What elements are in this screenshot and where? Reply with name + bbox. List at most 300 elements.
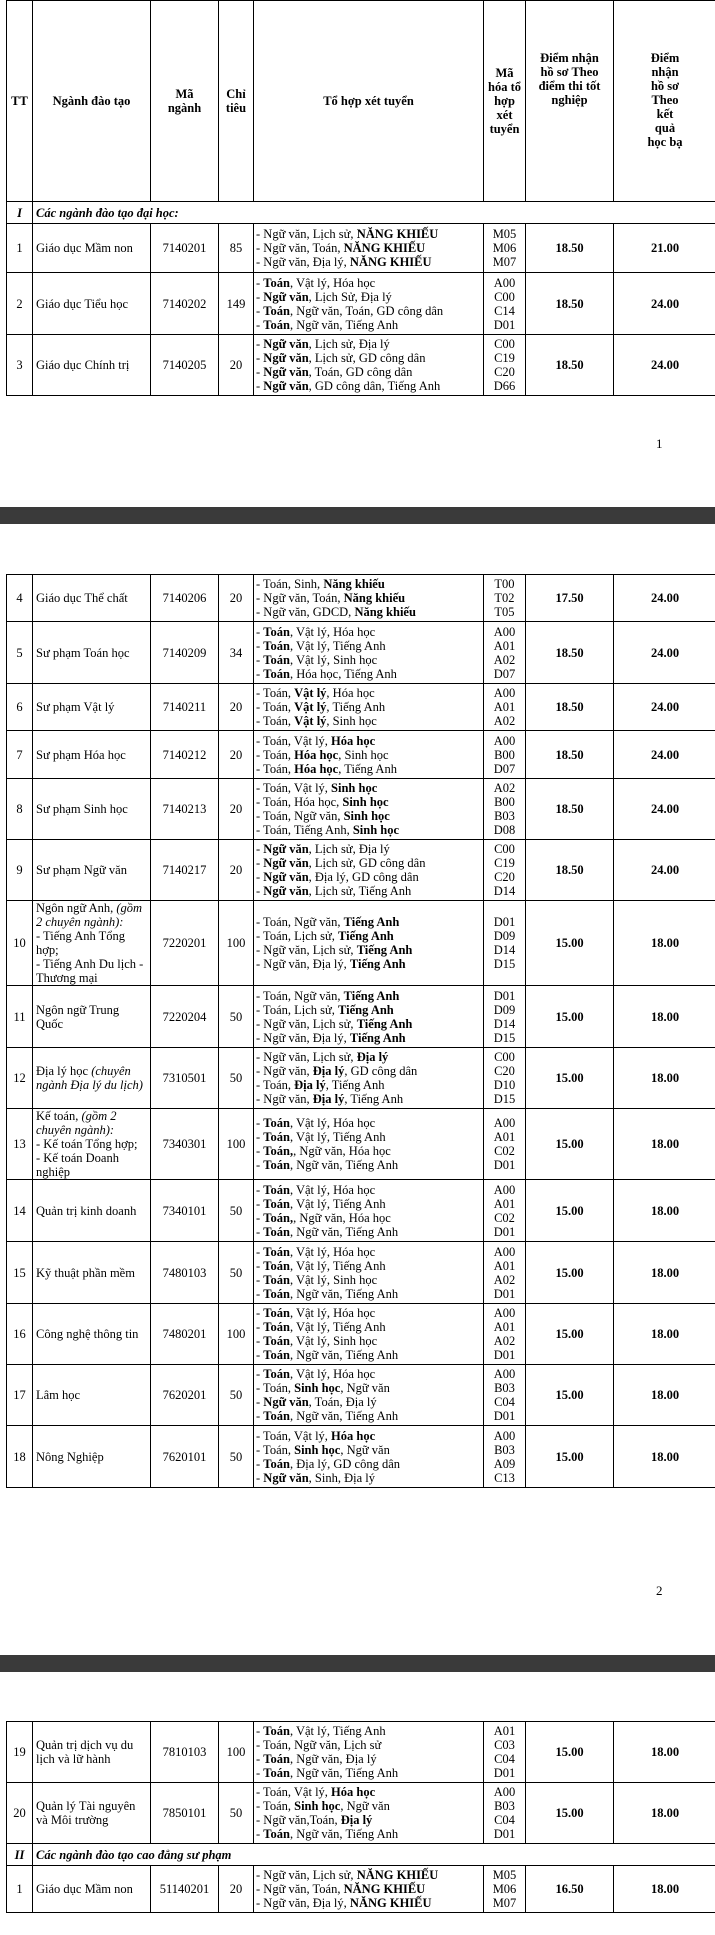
combination-suffix: , Vật lý, Tiếng Anh [289,1130,386,1144]
row-number: 4 [7,575,33,622]
subject-combination [256,1064,481,1078]
subject-combination [256,1896,481,1910]
subject-combination [256,1457,481,1471]
program-name-text: Quản trị dịch vụ du lịch và lữ hành [36,1738,134,1766]
header-to-hop: Tổ hợp xét tuyển [254,1,484,202]
score-transcript: 24.00 [614,575,715,622]
combination-code: C04 [494,1813,515,1827]
subject-combination [256,1017,481,1031]
quota: 20 [219,840,254,901]
combination-main-subject: Toán [263,1130,290,1144]
combination-main-subject: Địa lý [312,1064,345,1078]
combination-main-subject: Tiếng Anh [349,1030,406,1045]
combination-main-subject: Địa lý [356,1050,389,1064]
combination-main-subject: Toán, [263,1210,294,1225]
combination-code: B03 [494,1442,515,1457]
program-name [33,1304,151,1365]
combination-suffix: , Địa lý, GD công dân [289,1456,400,1471]
score-transcript: 24.00 [614,840,715,901]
combination-suffix: , Ngữ văn [340,1799,390,1813]
combination-codes [484,224,526,273]
subject-combinations [254,273,484,335]
combination-prefix: - [256,1286,264,1301]
combination-suffix: , Tiếng Anh [325,1078,385,1092]
subject-combination [256,365,481,379]
subject-combination [256,1752,481,1766]
program-name-text: Kế toán, [36,1109,79,1123]
combination-main-subject: Địa lý [340,1813,373,1827]
score-transcript: 24.00 [614,335,715,396]
subject-combinations [254,1180,484,1242]
combination-main-subject: Hóa học [331,1785,376,1799]
combination-code: D01 [493,915,516,929]
program-name-text: Công nghệ thông tin [36,1327,139,1341]
program-name [33,1866,151,1913]
combination-suffix: , Sinh học [326,714,377,728]
combination-code: C04 [494,1752,515,1766]
combination-suffix: , Ngữ văn, Hóa học [293,1144,391,1158]
score-exam: 15.00 [526,1365,614,1426]
combination-main-subject: Toán [263,1456,290,1471]
score-exam: 17.50 [526,575,614,622]
quota: 50 [219,1783,254,1844]
program-code: 7480103 [151,1242,219,1304]
combination-code: T02 [494,591,515,605]
program-code: 7340101 [151,1180,219,1242]
combination-suffix: , Vật lý, Hóa học [289,1244,376,1259]
section-label: Các ngành đào tạo cao đẳng sư phạm [33,1844,715,1866]
score-exam: 16.50 [526,1866,614,1913]
row-number: 1 [7,224,33,273]
row-number: 17 [7,1365,33,1426]
combination-prefix: - Ngữ văn, Toán, [256,1882,344,1896]
header-tt: TT [7,1,33,202]
header-nganh: Ngành đào tạo [33,1,151,202]
combination-main-subject: Sinh học [294,1381,341,1395]
combination-prefix: - [256,1306,264,1320]
score-transcript: 18.00 [614,1426,715,1488]
combination-main-subject: Năng khiếu [354,605,416,619]
combination-prefix: - [256,842,264,856]
combination-prefix: - Toán, [256,761,295,776]
score-transcript: 18.00 [614,901,715,986]
combination-main-subject: Toán [263,1224,290,1239]
subject-combination [256,842,481,856]
quota: 20 [219,335,254,396]
combination-prefix: - Ngữ văn, [256,1092,313,1106]
table-row [7,731,715,779]
combination-code: D15 [493,957,516,971]
combination-main-subject: Vật lý [294,700,327,714]
combination-code: D09 [493,929,516,943]
combination-code: C00 [494,842,515,856]
combination-code: C02 [494,1210,515,1225]
combination-suffix: , Vật lý, Tiếng Anh [289,1724,386,1738]
combination-prefix: - Toán, Ngữ văn, [256,809,344,823]
program-name-text: Sư phạm Sinh học [36,802,128,816]
quota: 50 [219,1048,254,1109]
combination-prefix: - Ngữ văn, Toán, [256,591,344,605]
combination-prefix: - Toán, Ngữ văn, [256,988,344,1003]
combination-codes [484,1722,526,1783]
subject-combination [256,1259,481,1273]
table-row [7,840,715,901]
combination-prefix: - [256,337,264,351]
page-number: 2 [656,1583,663,1598]
section-label: Các ngành đào tạo đại học: [33,202,715,224]
combination-prefix: - Toán, [256,700,295,714]
combination-main-subject: Ngữ văn [263,856,309,870]
combination-codes [484,1866,526,1913]
row-number: 6 [7,684,33,731]
subject-combination [256,1183,481,1197]
program-name [33,840,151,901]
combination-suffix: , Vật lý, Hóa học [289,624,376,639]
subject-combinations [254,575,484,622]
subject-combination [256,1287,481,1301]
combination-main-subject: Tiếng Anh [338,929,394,943]
combination-code: T00 [494,577,515,591]
combination-suffix: , Lịch sử, GD công dân [308,351,426,365]
combination-code: C14 [494,303,515,318]
header-chi-tieu: Chỉ tiêu [219,1,254,202]
combination-main-subject: Toán [263,1827,290,1841]
combination-code: A01 [493,1196,516,1211]
subject-combination [256,1381,481,1395]
subject-combination [256,1245,481,1259]
combination-prefix: - [256,666,264,681]
table-row [7,1048,715,1109]
score-transcript: 18.00 [614,1722,715,1783]
table-row [7,684,715,731]
combination-main-subject: Toán [263,638,290,653]
row-number: 19 [7,1722,33,1783]
table-row [7,1722,715,1783]
combination-code: A00 [493,686,516,700]
table-row [7,1365,715,1426]
program-code: 7140201 [151,224,219,273]
combination-suffix: , Địa lý, GD công dân [308,870,419,884]
combination-code: B03 [494,1381,515,1395]
combination-main-subject: Toán [263,1272,290,1287]
row-number: 10 [7,901,33,986]
program-code: 7140202 [151,273,219,335]
combination-suffix: , Vật lý, Sinh học [289,1334,378,1348]
quota: 20 [219,1866,254,1913]
combination-main-subject: Sinh học [342,795,389,809]
score-exam: 18.50 [526,840,614,901]
combination-code: D66 [493,379,516,393]
combination-prefix: - Toán, Vật lý, [256,733,332,748]
combination-suffix: , Lịch sử, Địa lý [308,337,390,351]
combination-prefix: - [256,884,264,898]
combination-suffix: , GD công dân, Tiếng Anh [308,379,441,393]
score-exam: 18.50 [526,224,614,273]
subject-combinations [254,1866,484,1913]
combination-suffix: , Vật lý, Hóa học [289,1182,376,1197]
program-code: 7850101 [151,1783,219,1844]
subject-combination [256,1443,481,1457]
score-exam: 15.00 [526,1048,614,1109]
combination-prefix: - Ngữ văn, Lịch sử, [256,1868,357,1882]
combination-codes [484,575,526,622]
combination-main-subject: NĂNG KHIẾU [349,255,432,269]
combination-suffix: , Hóa học, Tiếng Anh [289,666,397,681]
combination-suffix: , Vật lý, Sinh học [289,652,378,667]
program-name-text: Giáo dục Thể chất [36,591,128,605]
combination-code: M06 [492,1882,517,1896]
subject-combination [256,1320,481,1334]
combination-code: M06 [492,241,517,255]
combination-codes [484,840,526,901]
combination-suffix: , Vật lý, Sinh học [289,1272,378,1287]
subject-combination [256,856,481,870]
combination-suffix: , Vật lý, Hóa học [289,1306,376,1320]
score-transcript: 18.00 [614,1783,715,1844]
combination-suffix: , Ngữ văn, Địa lý [289,1752,377,1766]
subject-combination [256,1367,481,1381]
combination-main-subject: Toán [263,624,290,639]
combination-main-subject: Toán, [263,1144,294,1158]
score-exam: 15.00 [526,1722,614,1783]
subject-combinations [254,1426,484,1488]
subject-combination [256,1144,481,1158]
program-name [33,1722,151,1783]
combination-prefix: - [256,1827,264,1841]
score-transcript: 18.00 [614,1242,715,1304]
combination-code: D07 [493,761,516,776]
combination-main-subject: Toán [263,1367,290,1381]
subject-combination [256,1409,481,1423]
combination-suffix: , Vật lý, Hóa học [289,1367,376,1381]
combination-codes [484,901,526,986]
quota: 34 [219,622,254,684]
combination-prefix: - [256,1182,264,1197]
row-number: 1 [7,1866,33,1913]
subject-combinations [254,731,484,779]
subject-combination [256,290,481,304]
row-number: 5 [7,622,33,684]
combination-suffix: , Ngữ văn [340,1381,390,1395]
program-name [33,1783,151,1844]
combination-prefix: - Toán, [256,1381,295,1395]
subject-combination [256,1273,481,1287]
combination-main-subject: Tiếng Anh [356,1016,413,1031]
combination-code: D01 [493,988,516,1003]
subject-combination [256,714,481,728]
score-transcript: 18.00 [614,1866,715,1913]
combination-main-subject: Ngữ văn [263,870,309,884]
combination-main-subject: Vật lý [294,686,327,700]
combination-code: D01 [493,1766,516,1780]
header-ma-nganh: Mã ngành [151,1,219,202]
table-row [7,986,715,1048]
combination-prefix: - [256,624,264,639]
program-code: 7140217 [151,840,219,901]
combination-code: D15 [493,1092,516,1106]
row-number: 3 [7,335,33,396]
combination-suffix: , Vật lý, Hóa học [289,1116,376,1130]
combination-code: D01 [493,1158,516,1172]
quota: 100 [219,1304,254,1365]
combination-code: T05 [494,605,515,619]
combination-code: A00 [493,1428,516,1443]
combination-code: A00 [493,275,516,290]
combination-main-subject: Năng khiếu [343,591,406,605]
combination-code: D14 [493,943,516,957]
combination-code: C00 [494,289,515,304]
combination-prefix: - Toán, Tiếng Anh, [256,823,353,837]
score-transcript: 18.00 [614,1180,715,1242]
combination-prefix: - [256,1348,264,1362]
score-transcript: 18.00 [614,986,715,1048]
combination-suffix: , Tiếng Anh [338,761,397,776]
combination-suffix: , Ngữ văn, Tiếng Anh [289,317,399,332]
subject-combination [256,795,481,809]
combination-suffix: , Tiếng Anh [344,1092,404,1106]
quota: 149 [219,273,254,335]
program-name-text: Giáo dục Chính trị [36,358,130,372]
combination-main-subject: Hóa học [331,733,376,748]
table-row [7,1783,715,1844]
program-name-text: Giáo dục Mầm non [36,241,133,255]
combination-suffix: , Vật lý, Tiếng Anh [289,1196,386,1211]
program-name-text: Sư phạm Vật lý [36,700,115,714]
combination-prefix: - Ngữ văn, Địa lý, [256,1030,350,1045]
combination-prefix: - Toán, [256,747,295,762]
program-name [33,224,151,273]
combination-suffix: , Ngữ văn, Tiếng Anh [289,1827,399,1841]
combination-code: D15 [493,1030,516,1045]
program-code: 7140213 [151,779,219,840]
subject-combination [256,1724,481,1738]
combination-code: A02 [493,652,516,667]
combination-codes [484,1180,526,1242]
combination-main-subject: Toán [263,1752,290,1766]
combination-suffix: , Ngữ văn, Toán, GD công dân [289,303,444,318]
table-body-cao-dang [7,1866,715,1913]
row-number: 7 [7,731,33,779]
section-row-cao-dang [7,1844,715,1866]
subject-combination [256,1429,481,1443]
combination-code: D09 [493,1002,516,1017]
score-transcript: 21.00 [614,224,715,273]
subject-combination [256,1197,481,1211]
score-exam: 15.00 [526,1783,614,1844]
combination-prefix: - Ngữ văn, Địa lý, [256,255,350,269]
combination-code: C04 [494,1395,515,1409]
admission-table-page-2 [6,574,715,1488]
combination-suffix: , Ngữ văn, Tiếng Anh [289,1348,399,1362]
combination-prefix: - Ngữ văn, Lịch sử, [256,227,357,241]
combination-prefix: - Toán, [256,1799,295,1813]
combination-main-subject: Toán [263,303,290,318]
score-transcript: 18.00 [614,1304,715,1365]
quota: 50 [219,1426,254,1488]
combination-prefix: - Toán, Hóa học, [256,795,343,809]
table-row [7,1109,715,1180]
subject-combination [256,577,481,591]
combination-prefix: - Toán, Vật lý, [256,1785,332,1799]
combination-prefix: - Toán, Lịch sử, [256,929,339,943]
combination-code: A02 [493,1334,516,1348]
combination-code: C00 [494,337,515,351]
combination-main-subject: Sinh học [352,823,400,837]
combination-code: A01 [493,1130,516,1144]
combination-prefix: - [256,652,264,667]
combination-main-subject: Toán [263,1286,290,1301]
combination-main-subject: Toán [263,1766,290,1780]
combination-suffix: , Ngữ văn, Tiếng Anh [289,1409,399,1423]
row-number: 15 [7,1242,33,1304]
program-name [33,335,151,396]
program-code: 7340301 [151,1109,219,1180]
combination-suffix: , Ngữ văn, Tiếng Anh [289,1286,399,1301]
combination-code: C19 [494,856,515,870]
subject-combinations [254,840,484,901]
table-row [7,779,715,840]
subject-combination [256,929,481,943]
score-exam: 18.50 [526,779,614,840]
program-code: 7310501 [151,1048,219,1109]
subject-combination [256,957,481,971]
combination-code: A09 [493,1456,516,1471]
combination-main-subject: Sinh học [343,809,390,823]
combination-prefix: - [256,1320,264,1334]
combination-code: C19 [494,351,515,365]
subject-combination [256,1738,481,1752]
combination-suffix: , Ngữ văn, Tiếng Anh [289,1766,399,1780]
combination-main-subject: Toán [263,317,290,332]
combination-prefix: - [256,1272,264,1287]
program-name-text: Địa lý học [36,1064,89,1078]
subject-combination [256,823,481,837]
subject-combination [256,1348,481,1362]
table-row [7,622,715,684]
combination-main-subject: Toán [263,1409,290,1423]
subject-combination [256,1813,481,1827]
combination-main-subject: Toán [263,1196,290,1211]
combination-prefix: - [256,1116,264,1130]
combination-main-subject: Toán [263,666,290,681]
subject-combinations [254,1783,484,1844]
subject-combination [256,762,481,776]
combination-code: A00 [493,1244,516,1259]
combination-prefix: - Toán, Ngữ văn, [256,915,344,929]
program-name-text: Giáo dục Tiểu học [36,296,129,311]
combination-suffix: , Tiếng Anh [326,700,386,714]
subject-combinations [254,622,484,684]
subject-combination [256,351,481,365]
program-name [33,1180,151,1242]
combination-prefix: - [256,1470,264,1485]
header-diem-tn: Điểm nhận hồ sơ Theo điểm thi tốt nghiệp [526,1,614,202]
subject-combination [256,1031,481,1045]
combination-prefix: - [256,1244,264,1259]
combination-prefix: - [256,1766,264,1780]
program-name [33,273,151,335]
combination-code: D14 [493,884,516,898]
subject-combination [256,1211,481,1225]
table-row [7,273,715,335]
subject-combination [256,1225,481,1239]
combination-code: A00 [493,1306,516,1320]
combination-main-subject: Sinh học [294,1442,341,1457]
row-number: 18 [7,1426,33,1488]
combination-prefix: - [256,1409,264,1423]
combination-main-subject: Địa lý [312,1092,345,1106]
program-name [33,622,151,684]
